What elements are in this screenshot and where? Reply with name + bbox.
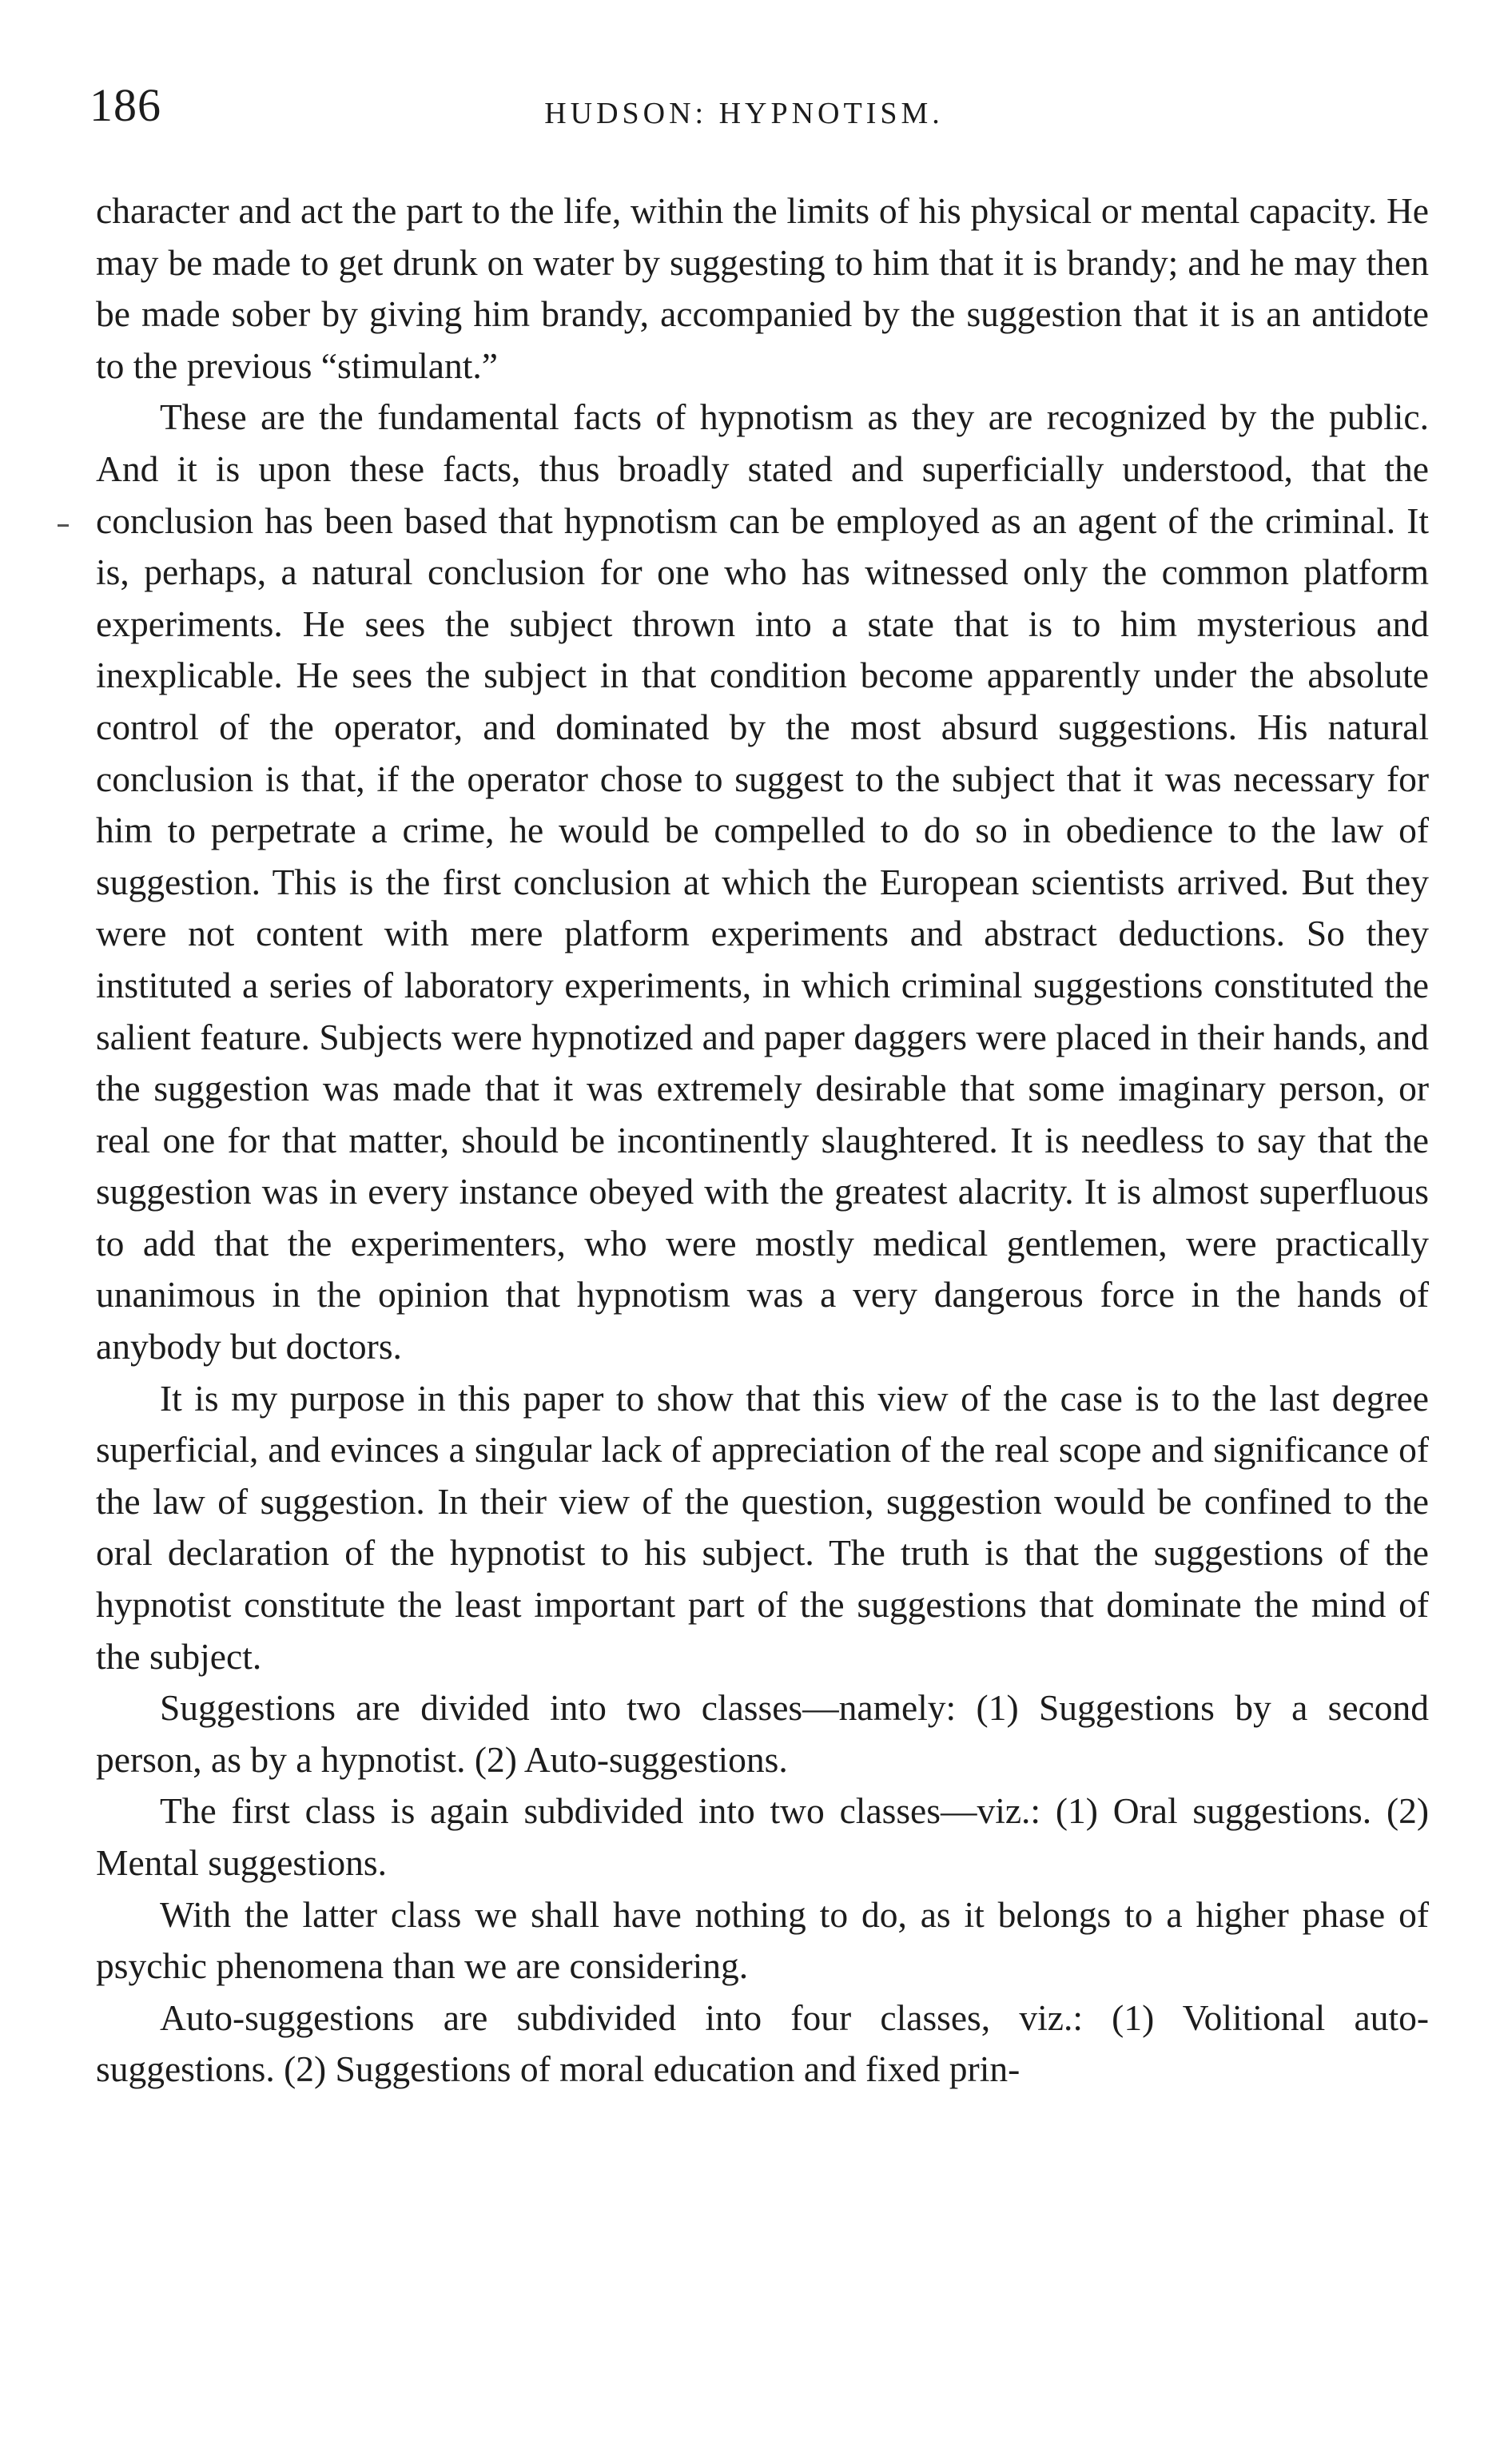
body-text bbox=[96, 185, 1429, 2096]
paragraph-7: Auto-suggestions are subdivided into four classes, viz.: (1) Volitional auto-suggestions. (2) Suggestions of moral education and fixed prin- bbox=[96, 1996, 1429, 2090]
paragraph-4: Suggestions are divided into two classes—namely: (1) Suggestions by a second person, as by a hypnotist. (2) Auto-suggestions. bbox=[96, 1687, 1429, 1780]
paragraph-6: With the latter class we shall have nothing to do, as it belongs to a higher phase of psychic phenomena than we are considering. bbox=[96, 1893, 1429, 1987]
margin-mark bbox=[58, 524, 69, 527]
page-number: 186 bbox=[90, 79, 161, 131]
paragraph-2: These are the fundamental facts of hypnotism as they are recognized by the public. And it is upon these facts, thus broadly stated and superficially understood, that the conclusion has been based that hypnotism can be employed as an agent of the criminal. It is, perhaps, a natural conclusion for one who has witnessed only the common platform experiments. He sees the subject thrown into a state that is to him mysterious and inexplicable. He sees the subject in that condition become apparently under the absolute control of the operator, and dominated by the most absurd suggestions. His natural conclusion is that, if the operator chose to suggest to the subject that it was necessary for him to perpetrate a crime, he would be compelled to do so in obedience to the law of suggestion. This is the first conclusion at which the European scientists arrived. But they were not content with mere platform experiments and abstract deductions. So they instituted a series of laboratory experiments, in which criminal suggestions constituted the salient feature. Subjects were hypnotized and paper daggers were placed in their hands, and the suggestion was made that it was extremely desirable that some imaginary person, or real one for that matter, should be incontinently slaughtered. It is needless to say that the suggestion was in every instance obeyed with the greatest alacrity. It is almost superfluous to add that the experimenters, who were mostly medical gentlemen, were practically unanimous in the opinion that hypnotism was a very dangerous force in the hands of anybody but doctors. bbox=[96, 396, 1429, 1367]
running-head: HUDSON: HYPNOTISM. bbox=[544, 97, 944, 130]
page-header bbox=[0, 0, 1488, 184]
paragraph-1: character and act the part to the life, within the limits of his physical or mental capacity. He may be made to get drunk on water by suggesting to him that it is brandy; and he may then be made sober by giving him brandy, accompanied by the suggestion that it is an antidote to the previous “stimulant.” bbox=[96, 190, 1429, 386]
paragraph-3: It is my purpose in this paper to show that this view of the case is to the last degree superficial, and evinces a singular lack of appreciation of the real scope and significance of the law of suggestion. In their view of the question, suggestion would be confined to the oral declaration of the hypnotist to his subject. The truth is that the suggestions of the hypnotist constitute the least important part of the suggestions that dominate the mind of the subject. bbox=[96, 1377, 1429, 1677]
paragraph-5: The first class is again subdivided into two classes—viz.: (1) Oral suggestions. (2) Mental suggestions. bbox=[96, 1790, 1429, 1883]
